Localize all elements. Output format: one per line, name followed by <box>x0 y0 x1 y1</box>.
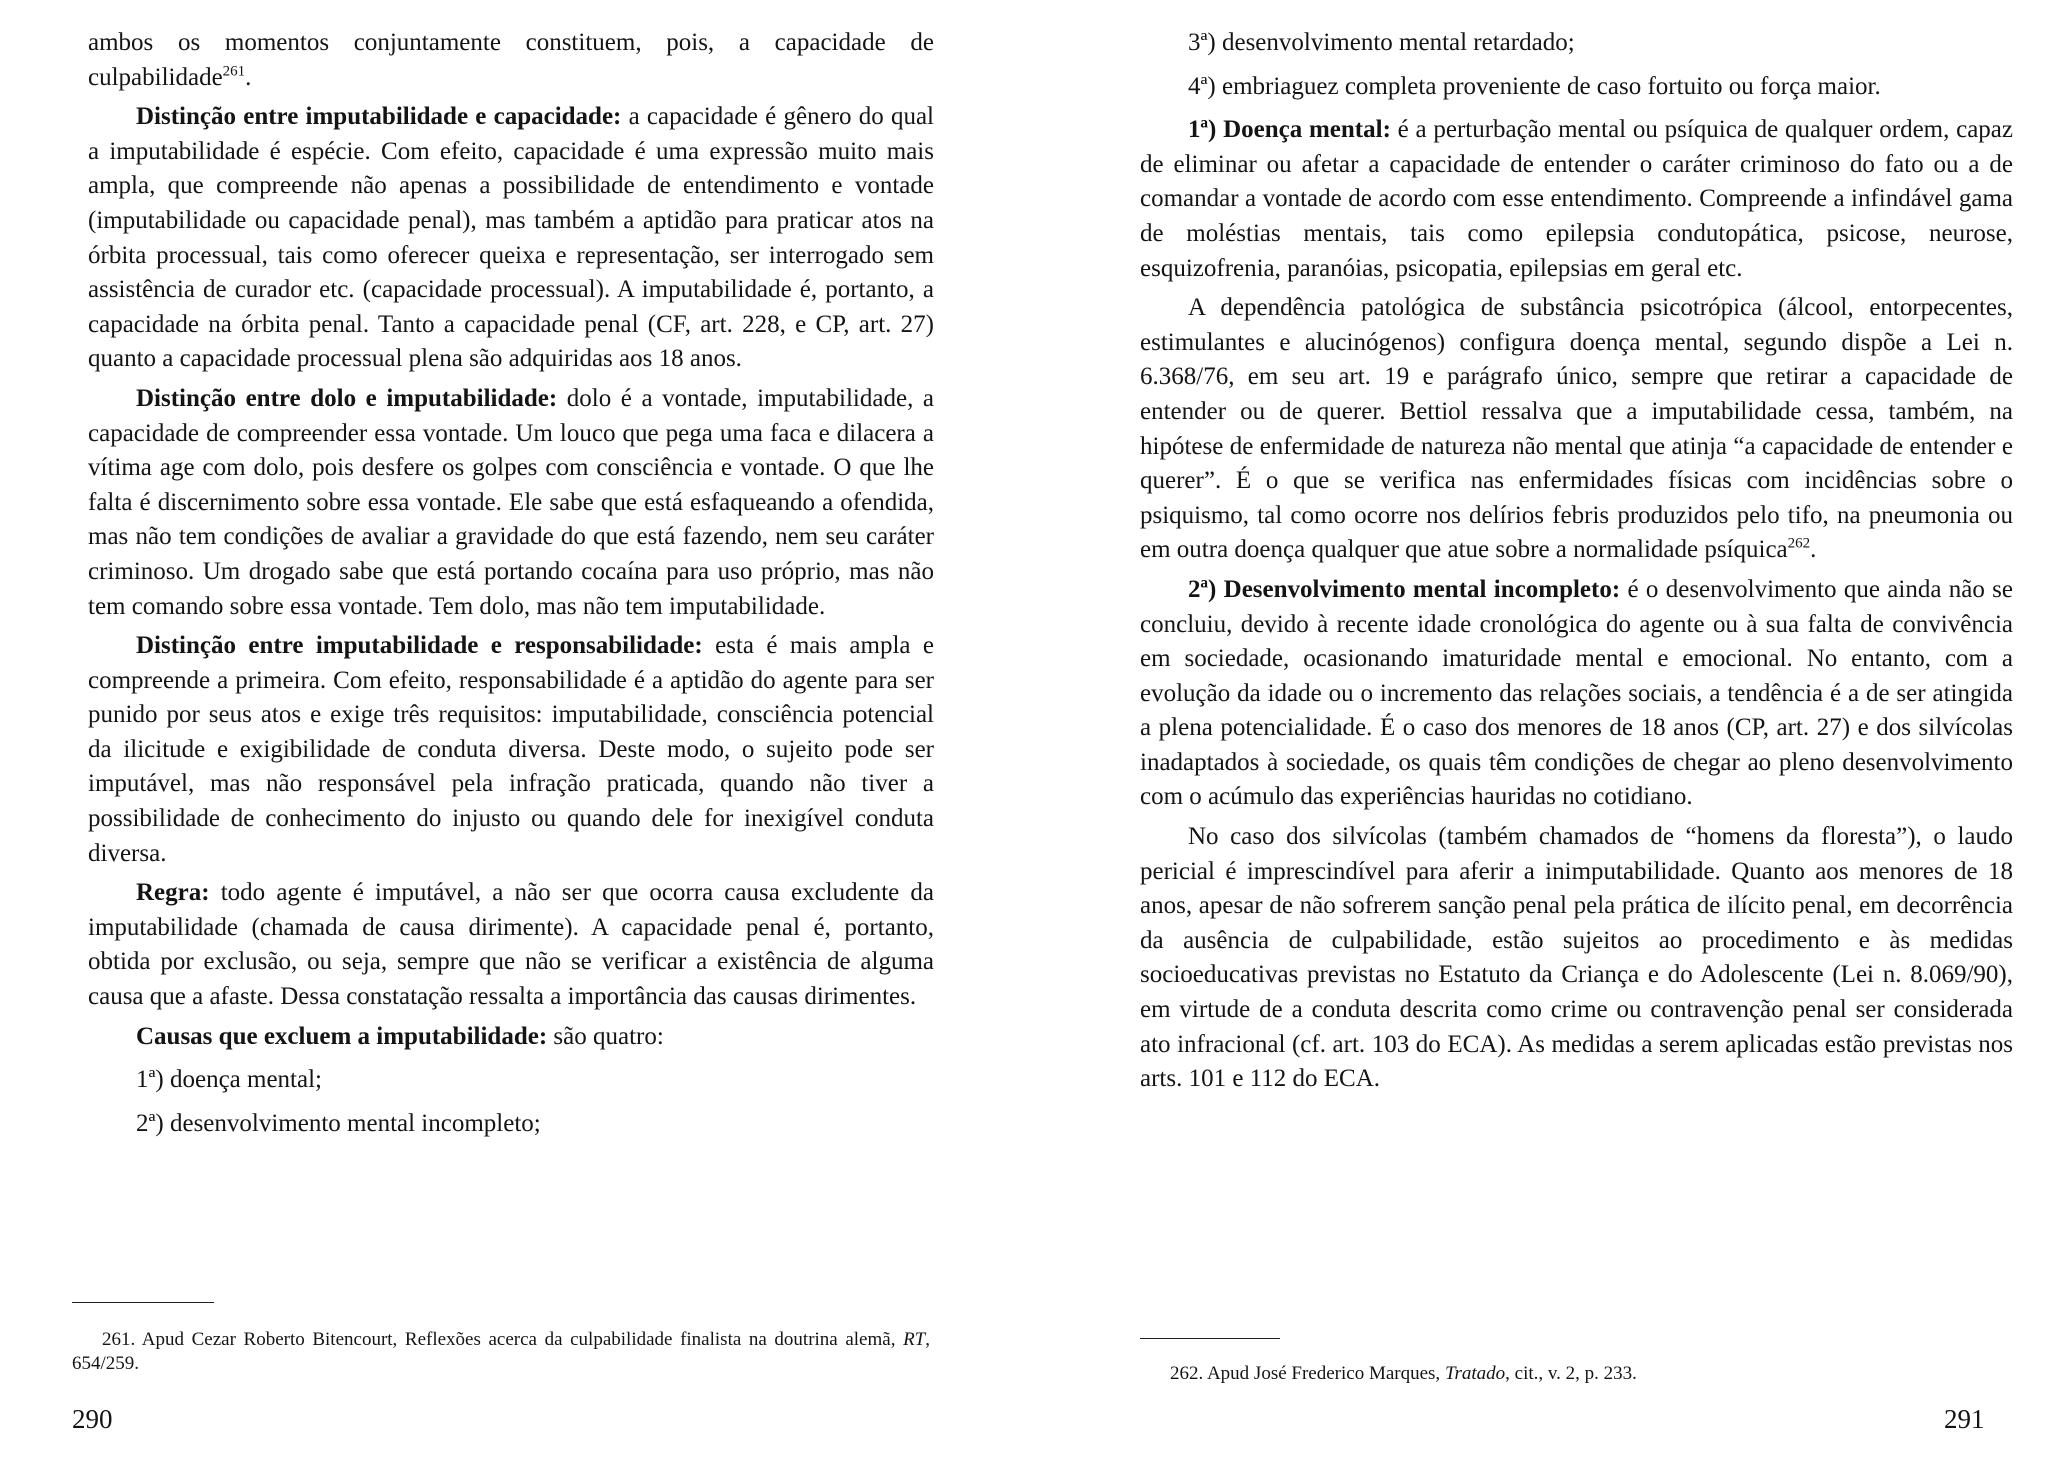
footnote-journal: RT <box>903 1329 926 1350</box>
paragraph-continuation <box>88 26 934 95</box>
footnote-text-end: , 654/259. <box>72 1329 930 1374</box>
paragraph-dolo-imputabilidade <box>88 382 934 624</box>
right-page <box>1024 0 2048 1472</box>
paragraph-causas <box>88 1020 934 1055</box>
footnote-marker-261[interactable]: 261 <box>222 63 246 80</box>
footnote-divider <box>1140 1338 1280 1339</box>
period: . <box>1810 536 1817 564</box>
footnote-number: 261. <box>102 1329 136 1350</box>
footnote-divider <box>72 1302 214 1303</box>
footnote-text: Apud José Frederico Marques, <box>1203 1363 1445 1384</box>
paragraph-text: é a perturbação mental ou psíquica de qualquer ordem, capaz de eliminar ou afetar a capacidade de entender o caráter criminoso do fato ou a de comandar a vontade de acordo com esse entendimento. Compreende a infindável gama de moléstias mentais, tais como epilepsia condutopática, psicose, neurose, esquizofrenia, paranóias, psicopatia, epilepsias em geral etc. <box>1140 116 2013 282</box>
page-number: 291 <box>1944 1404 1985 1434</box>
paragraph-desenvolvimento-incompleto <box>1140 573 2013 815</box>
paragraph-heading: Distinção entre dolo e imputabilidade: <box>136 384 558 412</box>
footnote-number: 262. <box>1170 1363 1204 1384</box>
right-page-text-column <box>1140 26 2013 1102</box>
paragraph-text: esta é mais ampla e compreende a primeira. Com efeito, responsabilidade é a aptidão do agente para ser punido por seus atos e exige três requisitos: imputabilidade, consciência potencial da ilicitude e exigibilidade de conduta diversa. Deste modo, o sujeito pode ser imputável, mas não responsável pela infração praticada, quando não tiver a possibilidade de conhecimento do injusto ou quando dele for inexigível conduta diversa. <box>88 632 934 867</box>
paragraph-text: a capacidade é gênero do qual a imputabilidade é espécie. Com efeito, capacidade é uma expressão muito mais ampla, que compreende não apenas a possibilidade de entendimento e vontade (imputabilidade ou capacidade penal), mas também a aptidão para praticar atos na órbita processual, tais como oferecer queixa e representação, ser interrogado sem assistência de curador etc. (capacidade processual). A imputabilidade é, portanto, a capacidade na órbita penal. Tanto a capacidade penal (CF, art. 228, e CP, art. 27) quanto a capacidade processual plena são adquiridas aos 18 anos. <box>88 103 935 373</box>
paragraph-silvicolas: No caso dos silvícolas (também chamados de “homens da floresta”), o laudo pericial é imprescindível para aferir a inimputabilidade. Quanto aos menores de 18 anos, apesar de não sofrerem sanção penal pela prática de ilícito penal, em decorrência da ausência de culpabilidade, estão sujeitos ao procedimento e às medidas socioeducativas previstas no Estatuto da Criança e do Adolescente (Lei n. 8.069/90), em virtude de a conduta descrita como crime ou contravenção penal ser considerada ato infracional (cf. art. 103 do ECA). As medidas a serem aplicadas estão previstas nos arts. 101 e 112 do ECA. <box>1140 823 2013 1093</box>
paragraph-heading: Distinção entre imputabilidade e capacidade: <box>136 103 622 131</box>
paragraph-heading: Causas que excluem a imputabilidade: <box>136 1022 548 1050</box>
footnote-title: Tratado <box>1444 1363 1506 1384</box>
paragraph-regra <box>88 876 934 1014</box>
paragraph-imputabilidade-responsabilidade <box>88 629 934 871</box>
paragraph-heading: 2ª) Desenvolvimento mental incompleto: <box>1188 575 1621 603</box>
list-item-2: 2ª) desenvolvimento mental incompleto; <box>136 1109 541 1137</box>
period: . <box>245 63 252 91</box>
paragraph-text: é o desenvolvimento que ainda não se concluiu, devido à recente idade cronológica do agente ou à sua falta de convivência em sociedade, ocasionando imaturidade mental e emocional. No entanto, com a evolução da idade ou o incremento das relações sociais, a tendência é a de ser atingida a plena potencialidade. É o caso dos menores de 18 anos (CP, art. 27) e dos silvícolas inadaptados à sociedade, os quais têm condições de chegar ao pleno desenvolvimento com o acúmulo das experiências hauridas no cotidiano. <box>1140 575 2013 811</box>
left-page-text-column <box>88 26 934 1150</box>
page-number: 290 <box>72 1404 113 1434</box>
paragraph-imputabilidade-capacidade <box>88 100 934 377</box>
footnote-marker-262[interactable]: 262 <box>1787 535 1811 552</box>
paragraph-doenca-mental <box>1140 113 2013 286</box>
footnote-261 <box>72 1328 930 1376</box>
list-item-4: 4ª) embriaguez completa proveniente de caso fortuito ou força maior. <box>1188 72 1881 100</box>
paragraph-text: dolo é a vontade, imputabilidade, a capacidade de compreender essa vontade. Um louco que pega uma faca e dilacera a vítima age com dolo, pois desfere os golpes com consciência e vontade. O que lhe falta é discernimento sobre essa vontade. Ele sabe que está esfaqueando a ofendida, mas não tem condições de avaliar a gravidade do que está fazendo, nem seu caráter criminoso. Um drogado sabe que está portando cocaína para uso próprio, mas não tem comando sobre essa vontade. Tem dolo, mas não tem imputabilidade. <box>88 384 934 620</box>
footnote-text: Apud Cezar Roberto Bitencourt, Reflexões acerca da culpabilidade finalista na doutrina alemã, <box>135 1329 904 1350</box>
footnote-text-end: , cit., v. 2, p. 233. <box>1505 1363 1637 1384</box>
paragraph-text: ambos os momentos conjuntamente constituem, pois, a capacidade de culpabilidade <box>88 29 934 91</box>
paragraph-dependencia <box>1140 291 2013 568</box>
list-item-3: 3ª) desenvolvimento mental retardado; <box>1188 29 1575 56</box>
paragraph-heading: Distinção entre imputabilidade e responsabilidade: <box>136 632 703 660</box>
paragraph-text: A dependência patológica de substância psicotrópica (álcool, entorpecentes, estimulantes e alucinógenos) configura doença mental, segundo dispõe a Lei n. 6.368/76, em seu art. 19 e parágrafo único, sempre que retirar a capacidade de entender ou de querer. Bettiol ressalva que a imputabilidade cessa, também, na hipótese de enfermidade de natureza não mental que atinja “a capacidade de entender e querer”. É o que se verifica nas enfermidades físicas com incidências sobre o psiquismo, tal como ocorre nos delírios febris produzidos pelo tifo, na pneumonia ou em outra doença qualquer que atue sobre a normalidade psíquica <box>1140 294 2013 564</box>
paragraph-heading: Regra: <box>136 879 210 907</box>
paragraph-text: são quatro: <box>547 1022 664 1050</box>
list-item-1: 1ª) doença mental; <box>136 1066 322 1094</box>
paragraph-text: todo agente é imputável, a não ser que ocorra causa excludente da imputabilidade (chamada de causa dirimente). A capacidade penal é, portanto, obtida por exclusão, ou seja, sempre que não se verificar a existência de alguma causa que a afaste. Dessa constatação ressalta a importância das causas dirimentes. <box>88 879 934 1011</box>
paragraph-heading: 1ª) Doença mental: <box>1188 116 1391 144</box>
footnote-262 <box>1170 1362 2010 1386</box>
